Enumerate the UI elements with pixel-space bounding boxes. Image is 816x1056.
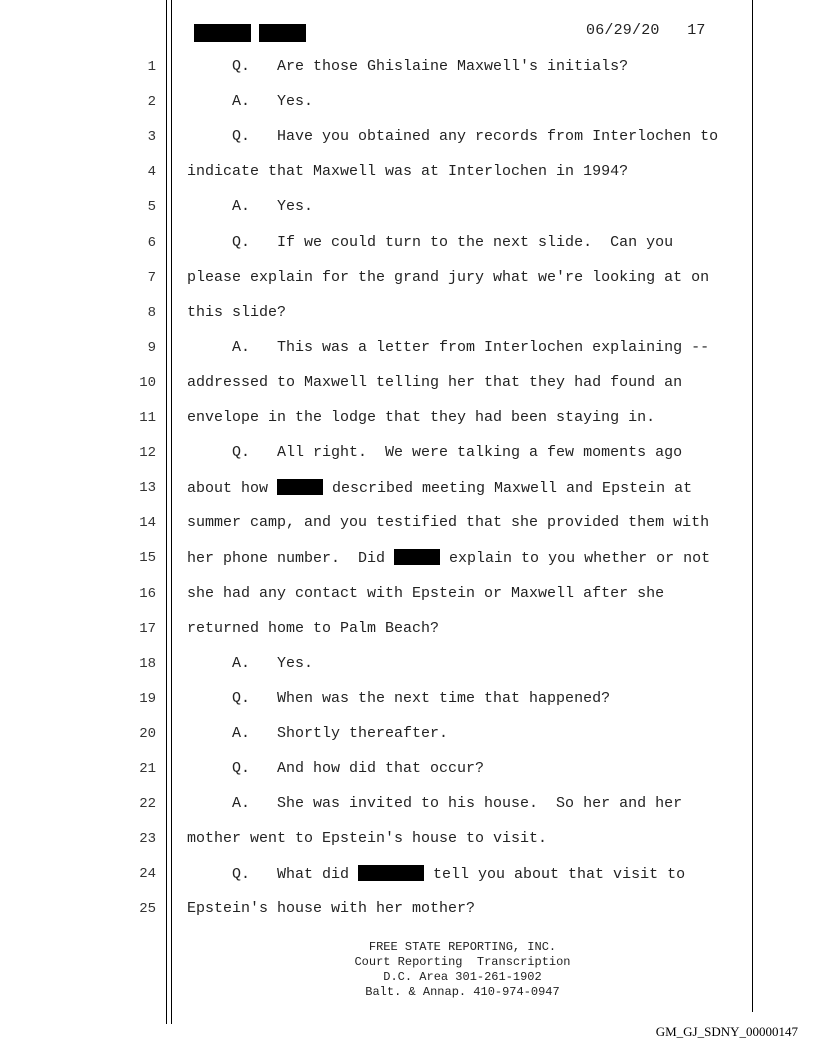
line-text: addressed to Maxwell telling her that they had found an xyxy=(187,373,683,391)
line-number: 14 xyxy=(139,515,156,532)
line-text: Q. All right. We were talking a few moments ago xyxy=(187,444,683,462)
line-number: 12 xyxy=(139,445,156,462)
line-number: 1 xyxy=(147,59,156,75)
line-text: A. She was invited to his house. So her and her xyxy=(187,795,683,813)
line-number: 18 xyxy=(139,655,156,672)
line-text: Q. Have you obtained any records from Interlochen to xyxy=(187,128,719,146)
line-text: A. Yes. xyxy=(187,654,314,672)
line-text: this slide? xyxy=(187,303,287,321)
transcript-line xyxy=(187,760,484,777)
transcript-line xyxy=(187,304,286,321)
line-text: Q. What did xyxy=(187,866,359,884)
line-number: 7 xyxy=(147,269,156,286)
transcript-line xyxy=(187,725,448,742)
name-redaction xyxy=(394,549,440,565)
transcript-line xyxy=(187,620,439,637)
footer-service: Court Reporting Transcription xyxy=(354,955,571,969)
line-text: returned home to Palm Beach? xyxy=(187,619,440,637)
transcript-line xyxy=(187,444,682,461)
header-redaction-1 xyxy=(194,24,251,42)
line-text: explain to you whether or not xyxy=(440,550,711,568)
line-text: Q. When was the next time that happened? xyxy=(187,689,611,707)
transcript-line xyxy=(187,865,685,883)
line-number: 24 xyxy=(139,866,156,883)
line-number: 2 xyxy=(147,94,156,111)
name-redaction xyxy=(277,479,323,495)
line-text: A. Yes. xyxy=(187,93,314,111)
transcript-line xyxy=(187,234,673,251)
line-number: 11 xyxy=(139,410,156,426)
line-number: 25 xyxy=(139,901,156,918)
header-date-page: 06/29/20 17 xyxy=(586,22,706,39)
transcript-line xyxy=(187,900,475,917)
transcript-line xyxy=(187,163,628,180)
footer-company: FREE STATE REPORTING, INC. xyxy=(368,940,557,954)
name-redaction xyxy=(358,865,424,881)
reporter-footer xyxy=(300,940,625,1000)
line-text: Epstein's house with her mother? xyxy=(187,900,476,918)
line-number: 17 xyxy=(139,620,156,637)
transcript-line xyxy=(187,339,709,356)
line-number: 6 xyxy=(147,234,156,251)
line-number: 19 xyxy=(139,690,156,707)
line-text: summer camp, and you testified that she provided them with xyxy=(187,514,710,532)
transcript-line xyxy=(187,374,682,391)
line-text: Q. And how did that occur? xyxy=(187,760,485,777)
transcript-line xyxy=(187,479,692,497)
transcript-line xyxy=(187,585,664,602)
transcript-line xyxy=(187,128,718,145)
line-number: 10 xyxy=(139,374,156,391)
transcript-line xyxy=(187,549,710,567)
line-text: envelope in the lodge that they had been staying in. xyxy=(187,409,656,426)
line-text: A. Yes. xyxy=(187,198,314,216)
line-number: 5 xyxy=(147,199,156,216)
line-number: 4 xyxy=(147,164,156,181)
line-number: 9 xyxy=(147,339,156,356)
bates-number: GM_GJ_SDNY_00000147 xyxy=(655,1024,798,1039)
line-number: 15 xyxy=(139,550,156,567)
line-text: Q. If we could turn to the next slide. Can you xyxy=(187,233,674,251)
line-number: 23 xyxy=(139,831,156,848)
transcript-line xyxy=(187,655,313,672)
line-text: A. Shortly thereafter. xyxy=(187,724,449,742)
line-number: 3 xyxy=(147,129,156,146)
transcript-line xyxy=(187,93,313,110)
transcript-line xyxy=(187,690,610,707)
line-number: 16 xyxy=(139,585,156,602)
header-redaction-2 xyxy=(259,24,306,42)
transcript-line xyxy=(187,198,313,215)
footer-phone-dc: D.C. Area 301-261-1902 xyxy=(383,970,542,984)
line-text: her phone number. Did xyxy=(187,550,395,568)
margin-rule-left-inner xyxy=(171,0,172,1024)
line-text: she had any contact with Epstein or Maxwell after she xyxy=(187,584,665,602)
line-number: 22 xyxy=(139,796,156,813)
line-number: 8 xyxy=(147,304,156,321)
transcript-line xyxy=(187,795,682,812)
line-text: A. This was a letter from Interlochen explaining -- xyxy=(187,338,710,356)
line-text: indicate that Maxwell was at Interlochen in 1994? xyxy=(187,163,629,181)
margin-rule-right xyxy=(752,0,753,1012)
margin-rule-left-outer xyxy=(166,0,167,1024)
footer-phone-balt: Balt. & Annap. 410-974-0947 xyxy=(365,985,560,999)
line-number: 20 xyxy=(139,725,156,742)
line-text: tell you about that visit to xyxy=(424,866,686,884)
line-text: about how xyxy=(187,480,278,498)
line-text: mother went to Epstein's house to visit. xyxy=(187,830,548,848)
transcript-line xyxy=(187,58,628,75)
transcript-line xyxy=(187,269,709,286)
transcript-line xyxy=(187,514,709,531)
line-number: 21 xyxy=(139,761,156,777)
transcript-line xyxy=(187,409,655,426)
line-number: 13 xyxy=(139,480,156,497)
line-text: Q. Are those Ghislaine Maxwell's initials? xyxy=(187,58,629,75)
line-text: please explain for the grand jury what we're looking at on xyxy=(187,268,710,286)
transcript-line xyxy=(187,830,547,847)
line-text: described meeting Maxwell and Epstein at xyxy=(323,480,693,498)
